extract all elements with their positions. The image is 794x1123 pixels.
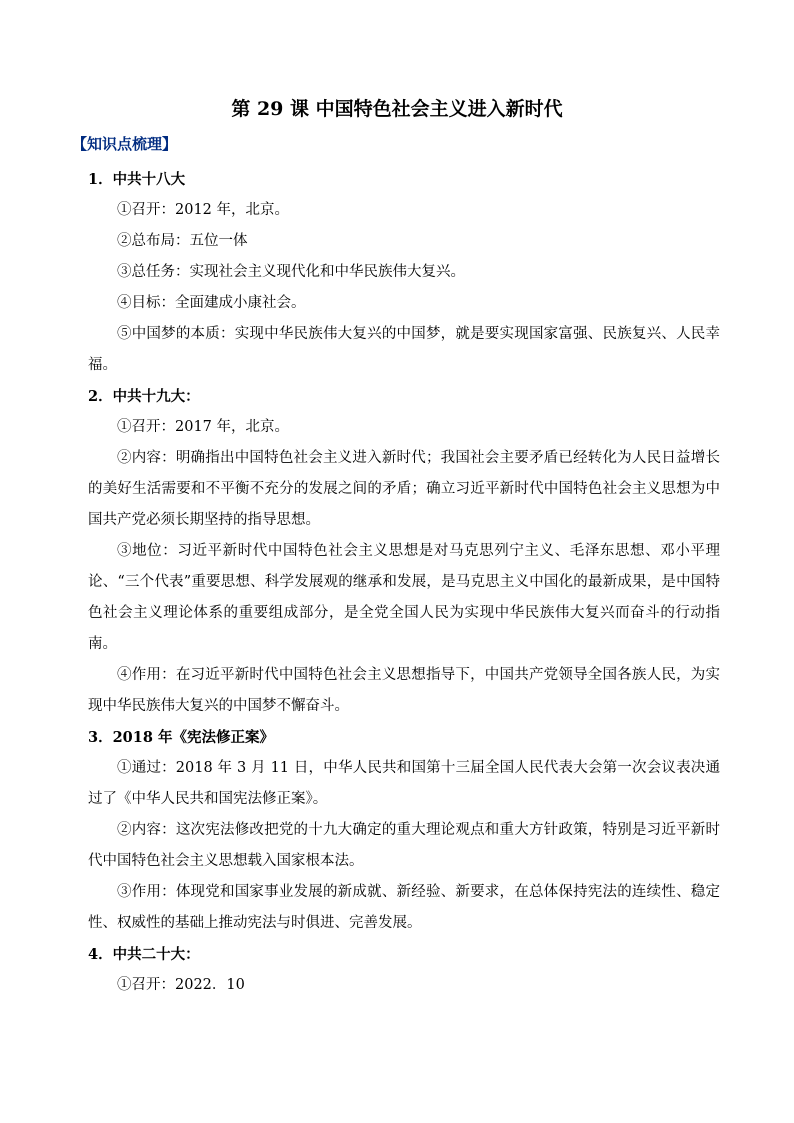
list-item: ①召开：2022．10: [117, 977, 245, 993]
page-title: 第 29 课 中国特色社会主义进入新时代: [231, 98, 563, 120]
list-item: ②总布局：五位一体: [117, 233, 248, 249]
section-18th-congress: [88, 164, 720, 381]
list-item: ③作用：体现党和国家事业发展的新成就、新经验、新要求，在总体保持宪法的连续性、稳定性、权威性的基础上推动宪法与时俱进、完善发展。: [88, 884, 720, 931]
list-item: ②内容：明确指出中国特色社会主义进入新时代；我国社会主要矛盾已经转化为人民日益增长的美好生活需要和不平衡不充分的发展之间的矛盾；确立习近平新时代中国特色社会主义思想为中国共产党必须长期坚持的指导思想。: [88, 450, 720, 528]
list-item: ③地位：习近平新时代中国特色社会主义思想是对马克思列宁主义、毛泽东思想、邓小平理论、“三个代表”重要思想、科学发展观的继承和发展，是马克思主义中国化的最新成果，是中国特色社会主义理论体系的重要组成部分，是全党全国人民为实现中华民族伟大复兴而奋斗的行动指南。: [88, 543, 720, 652]
section-2018-constitution-amendment: [88, 722, 720, 939]
section-heading: 2．中共十九大：: [88, 388, 200, 405]
list-item: ③总任务：实现社会主义现代化和中华民族伟大复兴。: [117, 264, 465, 280]
list-item: ⑤中国梦的本质：实现中华民族伟大复兴的中国梦，就是要实现国家富强、民族复兴、人民幸福。: [88, 326, 720, 373]
list-item: ①通过：2018 年 3 月 11 日，中华人民共和国第十三届全国人民代表大会第一次会议表决通过了《中华人民共和国宪法修正案》。: [88, 760, 720, 807]
section-19th-congress: [88, 381, 720, 722]
section-heading: 3．2018 年《宪法修正案》: [88, 729, 274, 746]
list-item: ④目标：全面建成小康社会。: [117, 295, 306, 311]
list-item: ④作用：在习近平新时代中国特色社会主义思想指导下，中国共产党领导全国各族人民，为实现中华民族伟大复兴的中国梦不懈奋斗。: [88, 667, 720, 714]
list-item: ②内容：这次宪法修改把党的十九大确定的重大理论观点和重大方针政策，特别是习近平新时代中国特色社会主义思想载入国家根本法。: [88, 822, 720, 869]
section-heading: 4．中共二十大：: [88, 946, 200, 963]
document-body: [88, 164, 720, 1001]
list-item: ①召开：2012 年，北京。: [117, 202, 290, 218]
section-heading: 1．中共十八大: [88, 171, 186, 188]
section-tag: 【知识点梳理】: [72, 135, 178, 153]
section-20th-congress: [88, 939, 720, 1001]
list-item: ①召开：2017 年，北京。: [117, 419, 290, 435]
